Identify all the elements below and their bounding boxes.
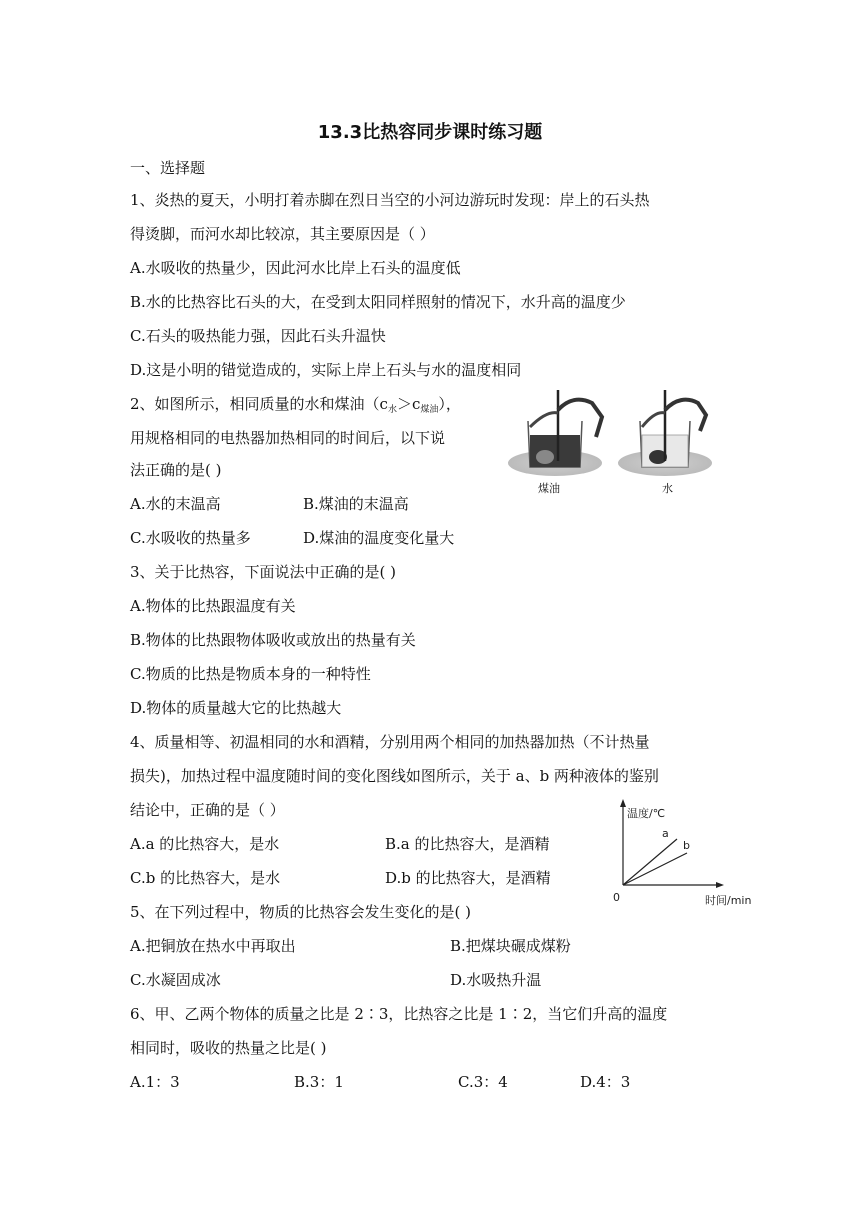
page-title: 13.3比热容同步课时练习题 [317,122,543,143]
q2-option-b: B.煤油的末温高 [303,495,409,513]
q6-option-d: D.4：3 [580,1073,631,1091]
q4-stem-line1: 4、质量相等、初温相同的水和酒精，分别用两个相同的加热器加热（不计热量 [130,733,650,751]
q2-stem-line1 [130,394,461,420]
q2-stem-part2: ）， [438,395,461,413]
q3-option-c: C.物质的比热是物质本身的一种特性 [130,665,371,683]
q1-option-d: D.这是小明的错觉造成的，实际上岸上石头与水的温度相同 [130,361,522,379]
kerosene-beaker [508,390,602,476]
q2-sub-water: 水 [387,405,397,415]
q6-stem-line2: 相同时，吸收的热量之比是( ) [130,1039,327,1057]
q2-stem-part1: 2、如图所示，相同质量的水和煤油（c [130,395,388,413]
q2-option-a: A.水的末温高 [130,495,221,513]
q5-stem: 5、在下列过程中，物质的比热容会发生变化的是( ) [130,903,472,921]
temperature-time-graph [605,795,765,910]
line-b-label: b [683,839,690,852]
q4-option-a: A.a 的比热容大，是水 [130,835,280,853]
q2-option-c: C.水吸收的热量多 [130,529,251,547]
q2-gt: ＞c [396,395,421,413]
q6-option-a: A.1：3 [130,1073,180,1091]
section-heading: 一、选择题 [130,159,206,177]
q3-option-a: A.物体的比热跟温度有关 [130,597,296,615]
q4-option-d: D.b 的比热容大，是酒精 [385,869,551,887]
x-axis-arrow [716,882,724,888]
water-beaker [618,390,712,476]
q6-option-b: B.3：1 [294,1073,344,1091]
q4-stem-line2: 损失)，加热过程中温度随时间的变化图线如图所示，关于 a、b 两种液体的鉴别 [130,767,659,785]
y-axis-arrow [620,799,626,807]
q2-stem-line2: 用规格相同的电热器加热相同的时间后，以下说 [130,429,446,447]
q2-stem-line3: 法正确的是( ) [130,461,222,479]
q5-option-c: C.水凝固成冰 [130,971,221,989]
q3-option-b: B.物体的比热跟物体吸收或放出的热量有关 [130,631,416,649]
x-axis-label: 时间/min [705,894,752,907]
q1-option-a: A.水吸收的热量少，因此河水比岸上石头的温度低 [130,259,461,277]
q1-stem-line1: 1、炎热的夏天，小明打着赤脚在烈日当空的小河边游玩时发现：岸上的石头热 [130,191,650,209]
q1-option-c: C.石头的吸热能力强，因此石头升温快 [130,327,386,345]
q6-option-c: C.3：4 [458,1073,508,1091]
y-axis-label: 温度/℃ [627,807,666,820]
beakers-illustration [500,385,720,485]
q1-stem-line2: 得烫脚，而河水却比较凉，其主要原因是（ ） [130,225,435,243]
q6-stem-line1: 6、甲、乙两个物体的质量之比是 2∶3，比热容之比是 1∶2，当它们升高的温度 [130,1005,668,1023]
q2-sub-kerosene: 煤油 [420,405,439,415]
line-a-label: a [662,827,669,840]
q4-option-b: B.a 的比热容大，是酒精 [385,835,550,853]
origin-label: 0 [613,891,620,904]
q5-option-d: D.水吸热升温 [450,971,542,989]
q1-option-b: B.水的比热容比石头的大，在受到太阳同样照射的情况下，水升高的温度少 [130,293,626,311]
label-kerosene: 煤油 [538,482,560,495]
q4-stem-line3: 结论中，正确的是（ ） [130,801,285,819]
q3-stem: 3、关于比热容，下面说法中正确的是( ) [130,563,397,581]
q5-option-b: B.把煤块碾成煤粉 [450,937,571,955]
q3-option-d: D.物体的质量越大它的比热越大 [130,699,342,717]
q5-option-a: A.把铜放在热水中再取出 [130,937,296,955]
q2-option-d: D.煤油的温度变化量大 [303,529,455,547]
q4-option-c: C.b 的比热容大，是水 [130,869,281,887]
label-water: 水 [662,482,673,495]
